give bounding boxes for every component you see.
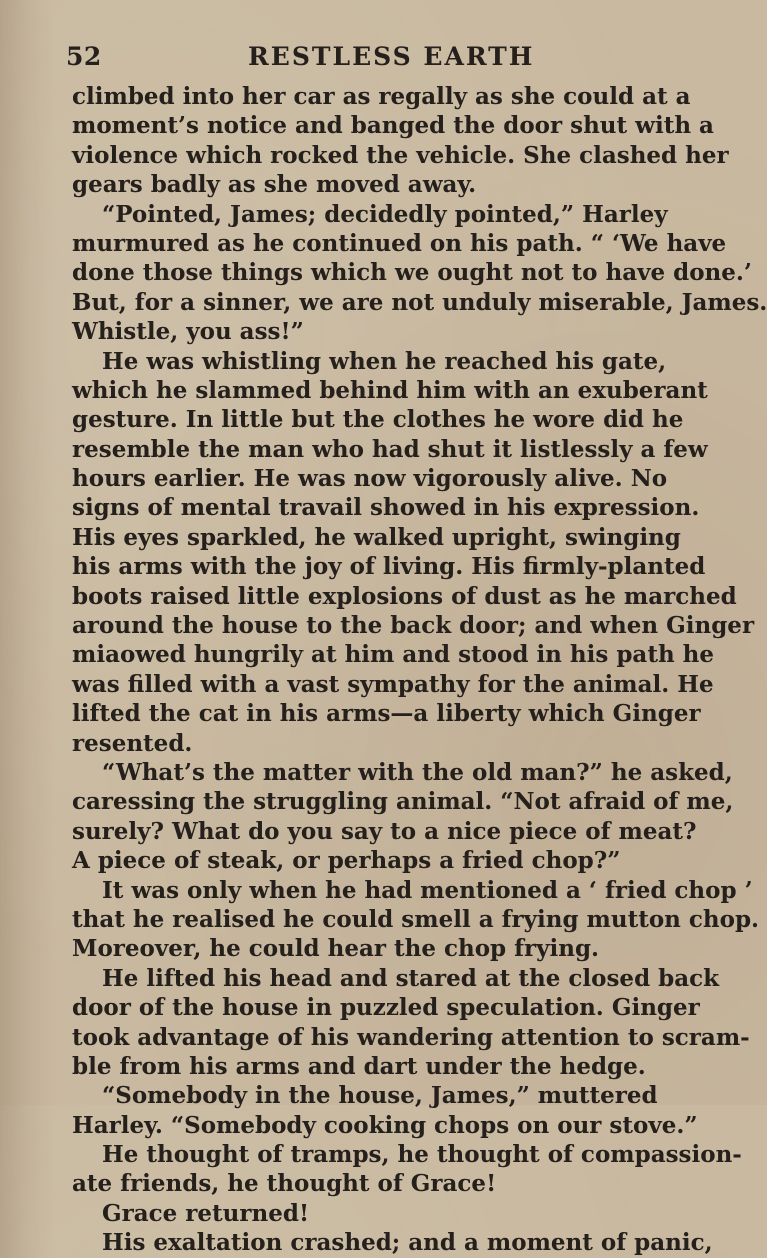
text-line: signs of mental travail showed in his expression.	[72, 494, 700, 522]
text-line: caressing the struggling animal. “Not afraid of me,	[72, 788, 734, 816]
text-line: done those things which we ought not to have done.’	[72, 259, 752, 287]
text-line: that he realised he could smell a frying mutton chop.	[72, 905, 760, 933]
text-line: He was whistling when he reached his gate,	[102, 347, 667, 375]
text-line: “Pointed, James; decidedly pointed,” Harley	[102, 200, 668, 228]
text-line: gesture. In little but the clothes he wore did he	[72, 406, 684, 434]
text-line: climbed into her car as regally as she could at a	[72, 83, 691, 110]
text-line: surely? What do you say to a nice piece of meat?	[72, 817, 697, 845]
page-header	[66, 42, 650, 78]
text-line: “Somebody in the house, James,” muttered	[102, 1082, 658, 1110]
text-line: It was only when he had mentioned a ‘ fried chop ’	[102, 876, 753, 904]
text-line: ate friends, he thought of Grace!	[72, 1170, 497, 1198]
text-line: murmured as he continued on his path. “ ‘We have	[72, 229, 727, 257]
text-line: His exaltation crashed; and a moment of panic,	[102, 1229, 713, 1257]
text-line: Moreover, he could hear the chop frying.	[72, 935, 600, 963]
text-line: hours earlier. He was now vigorously alive. No	[72, 465, 668, 493]
text-line: resemble the man who had shut it listlessly a few	[72, 435, 708, 463]
text-line: boots raised little explosions of dust as he marched	[72, 582, 737, 610]
text-line: lifted the cat in his arms—a liberty which Ginger	[72, 700, 701, 728]
text-line: ble from his arms and dart under the hedge.	[72, 1052, 646, 1080]
text-line: “What’s the matter with the old man?” he asked,	[102, 758, 733, 786]
text-line: door of the house in puzzled speculation. Ginger	[72, 994, 700, 1022]
page-number: 52	[66, 42, 102, 71]
running-head: RESTLESS EARTH	[248, 42, 535, 71]
body-text	[72, 82, 767, 1258]
text-line: resented.	[72, 729, 193, 757]
text-line: miaowed hungrily at him and stood in his path he	[72, 641, 715, 669]
text-line: which he slammed behind him with an exuberant	[72, 376, 708, 404]
text-line: violence which rocked the vehicle. She clashed her	[72, 141, 729, 169]
text-line: around the house to the back door; and when Ginger	[72, 612, 755, 640]
text-line: Harley. “Somebody cooking chops on our stove.”	[72, 1111, 698, 1139]
text-line: He thought of tramps, he thought of compassion-	[102, 1141, 742, 1169]
text-line: his arms with the joy of living. His firmly-planted	[72, 553, 706, 581]
text-line: gears badly as she moved away.	[72, 171, 477, 199]
text-line: His eyes sparkled, he walked upright, swinging	[72, 523, 681, 551]
text-line: moment’s notice and banged the door shut with a	[72, 112, 714, 140]
text-line: took advantage of his wandering attention to scram-	[72, 1023, 750, 1051]
text-line: A piece of steak, or perhaps a fried chop?”	[72, 847, 621, 875]
text-line: Grace returned!	[102, 1199, 310, 1227]
text-line: But, for a sinner, we are not unduly miserable, James.	[72, 288, 767, 316]
text-line: was filled with a vast sympathy for the animal. He	[72, 670, 714, 698]
text-line: Whistle, you ass!”	[72, 318, 304, 346]
text-line: He lifted his head and stared at the closed back	[102, 964, 720, 992]
